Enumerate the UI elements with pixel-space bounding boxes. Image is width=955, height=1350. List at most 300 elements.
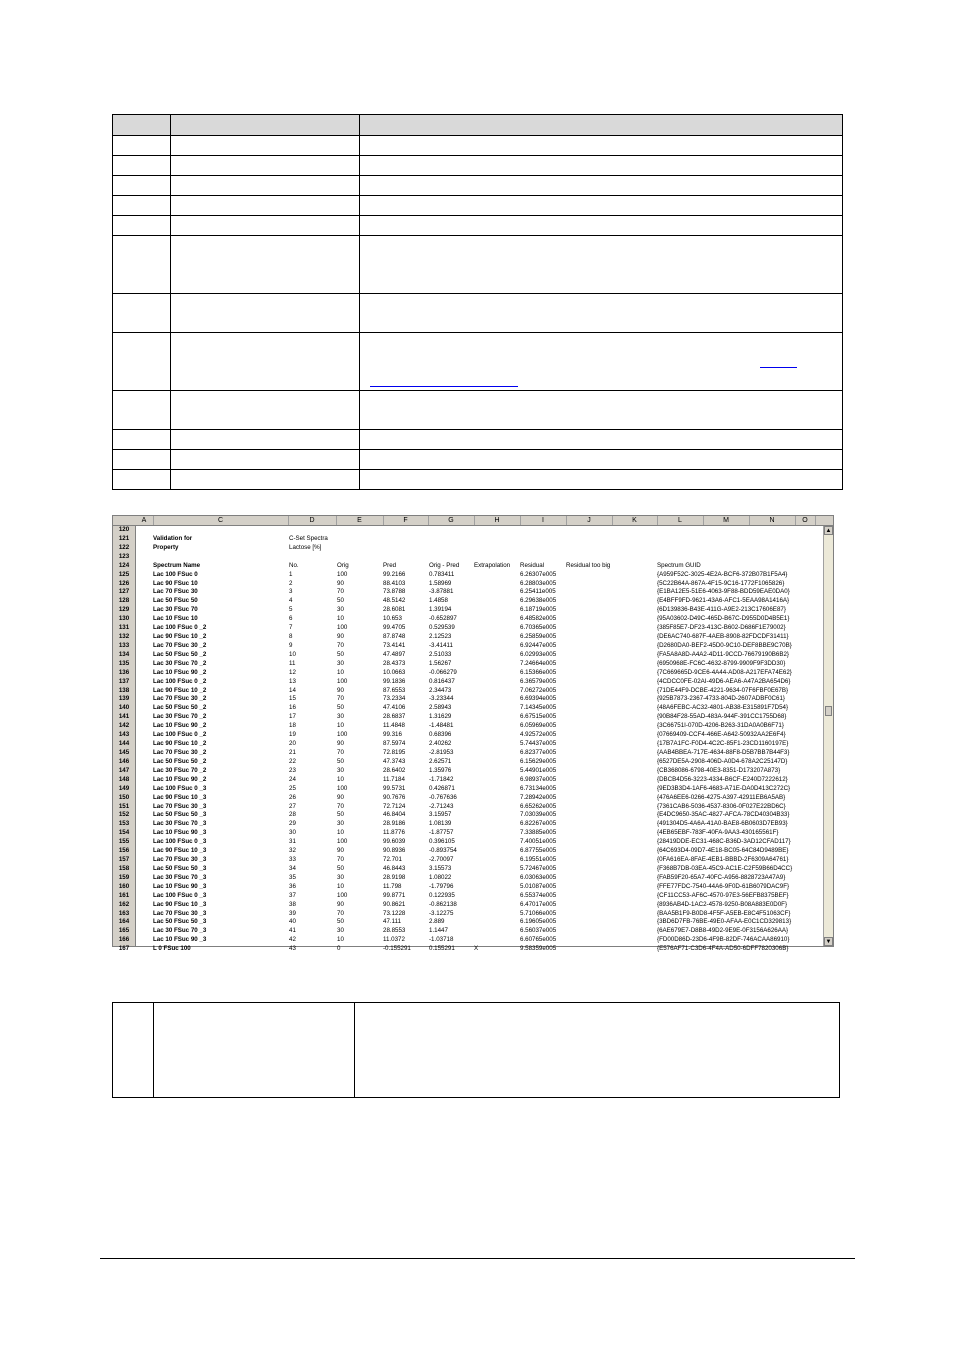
cell-d[interactable]: 25 — [289, 784, 296, 792]
cell-i[interactable]: 6.47017e005 — [520, 900, 557, 908]
cell-c[interactable]: Lac 100 FSuc 0 _2 — [153, 624, 207, 632]
cell-c[interactable]: Lac 70 FSuc 30 _2 — [153, 641, 207, 649]
cell-g[interactable]: -1.48481 — [429, 722, 454, 730]
cell-g[interactable]: 1.4858 — [429, 597, 448, 605]
row-number[interactable]: 135 — [118, 659, 130, 667]
cell-d[interactable]: 22 — [289, 757, 296, 765]
cell-f[interactable]: 72.7124 — [383, 802, 406, 810]
cell-c[interactable]: Lac 30 FSuc 70 _3 — [153, 820, 207, 828]
cell-l[interactable]: {FD00D86D-23D6-4F9B-82DF-746ACAA86910} — [657, 936, 790, 944]
row-number[interactable]: 121 — [118, 534, 130, 542]
cell-f[interactable]: 10.0663 — [383, 668, 406, 676]
cell-e[interactable]: 70 — [337, 909, 344, 917]
row-number[interactable]: 153 — [118, 820, 130, 828]
cell-i[interactable]: 6.48582e005 — [520, 615, 557, 623]
cell-l[interactable]: {6527DE5A-2908-406D-A0D4-678A2C25147D} — [657, 757, 788, 765]
cell-l[interactable]: {9ED3B3D4-1AF6-4683-A71E-DA0D413C272C} — [657, 784, 791, 792]
row-number[interactable]: 125 — [118, 570, 130, 578]
cell-c[interactable]: Lac 10 FSuc 10 — [153, 615, 198, 623]
cell-i[interactable]: Residual — [520, 561, 545, 569]
cell-d[interactable]: 14 — [289, 686, 296, 694]
cell-g[interactable]: 0.155291 — [429, 945, 455, 953]
cell-i[interactable]: 6.65262e005 — [520, 802, 557, 810]
cell-d[interactable]: 41 — [289, 927, 296, 935]
cell-e[interactable]: 30 — [337, 873, 344, 881]
cell-c[interactable]: Lac 50 FSuc 50 _3 — [153, 811, 207, 819]
cell-j[interactable]: Residual too big — [566, 561, 611, 569]
hyperlink-underline[interactable] — [760, 367, 797, 368]
cell-e[interactable]: 100 — [337, 731, 348, 739]
cell-d[interactable]: 27 — [289, 802, 296, 810]
cell-f[interactable]: 47.4897 — [383, 650, 406, 658]
cell-g[interactable]: 2.889 — [429, 918, 445, 926]
row-number[interactable]: 162 — [118, 900, 130, 908]
cell-d[interactable]: 17 — [289, 713, 296, 721]
cell-g[interactable]: 0.529539 — [429, 624, 455, 632]
cell-e[interactable]: 10 — [337, 882, 344, 890]
cell-l[interactable]: {71DE44F9-DCBE-4221-9634-07F6FBF0E67B} — [657, 686, 789, 694]
column-header-n[interactable]: N — [749, 516, 796, 525]
cell-f[interactable]: 11.8776 — [383, 829, 405, 837]
cell-g[interactable]: -2.70097 — [429, 856, 454, 864]
cell-c[interactable]: Lac 70 FSuc 30 _3 — [153, 802, 207, 810]
cell-i[interactable]: 6.18719e005 — [520, 606, 557, 614]
row-number[interactable]: 167 — [118, 945, 130, 953]
cell-g[interactable]: 1.08139 — [429, 820, 452, 828]
cell-c[interactable]: Lac 50 FSuc 50 _2 — [153, 704, 207, 712]
row-number[interactable]: 145 — [118, 749, 130, 756]
cell-l[interactable]: {BAA5B1F9-B0D8-4F5F-A5EB-E8C4F51063CF} — [657, 909, 791, 917]
cell-c[interactable]: Lac 10 FSuc 90 _2 — [153, 775, 207, 783]
cell-i[interactable]: 5.44901e005 — [520, 766, 557, 774]
cell-i[interactable]: 6.69394e005 — [520, 695, 557, 703]
cell-i[interactable]: 6.60765e005 — [520, 936, 557, 944]
cell-i[interactable]: 6.15366e005 — [520, 668, 557, 676]
cell-i[interactable]: 7.06272e005 — [520, 686, 557, 694]
cell-l[interactable]: {6AE679E7-D8B8-49D2-9E9E-0F3156A626AA} — [657, 927, 789, 935]
cell-g[interactable]: -1.71842 — [429, 775, 454, 783]
cell-i[interactable]: 6.15629e005 — [520, 757, 557, 765]
cell-c[interactable]: Lac 100 FSuc 0 _3 — [153, 891, 207, 899]
cell-i[interactable]: 7.33885e005 — [520, 829, 557, 837]
cell-i[interactable]: 6.70365e005 — [520, 624, 557, 632]
cell-e[interactable]: 90 — [337, 633, 344, 641]
cell-c[interactable]: Lac 70 FSuc 30 _2 — [153, 749, 207, 756]
cell-i[interactable]: 4.92572e005 — [520, 731, 557, 739]
row-number[interactable]: 157 — [118, 856, 130, 864]
row-number[interactable]: 143 — [118, 731, 130, 739]
cell-g[interactable]: -0.862138 — [429, 900, 457, 908]
cell-i[interactable]: 6.82377e005 — [520, 749, 557, 756]
cell-f[interactable]: 28.8553 — [383, 927, 406, 935]
cell-c[interactable]: Validation for — [153, 534, 193, 542]
row-number[interactable]: 149 — [118, 784, 130, 792]
cell-f[interactable]: -0.155291 — [383, 945, 411, 953]
cell-d[interactable]: 24 — [289, 775, 296, 783]
cell-f[interactable]: 88.4103 — [383, 579, 406, 587]
cell-h[interactable]: Extrapolation — [474, 561, 511, 569]
cell-d[interactable]: 6 — [289, 615, 293, 623]
cell-e[interactable]: 70 — [337, 588, 344, 596]
cell-g[interactable]: -1.87757 — [429, 829, 454, 837]
cell-e[interactable]: 90 — [337, 686, 344, 694]
cell-c[interactable]: Lac 70 FSuc 30 _2 — [153, 695, 207, 703]
column-header-k[interactable]: K — [612, 516, 658, 525]
cell-f[interactable]: 10.653 — [383, 615, 402, 623]
cell-f[interactable]: 47.3743 — [383, 757, 406, 765]
cell-e[interactable]: 70 — [337, 695, 344, 703]
cell-c[interactable]: Lac 30 FSuc 70 _3 — [153, 873, 207, 881]
cell-c[interactable]: Lac 50 FSuc 50 _3 — [153, 864, 207, 872]
cell-e[interactable]: 100 — [337, 891, 348, 899]
cell-e[interactable]: 30 — [337, 766, 344, 774]
cell-i[interactable]: 7.14345e005 — [520, 704, 557, 712]
cell-i[interactable]: 6.19551e005 — [520, 856, 557, 864]
cell-i[interactable]: 6.36579e005 — [520, 677, 557, 685]
cell-e[interactable]: 10 — [337, 775, 344, 783]
cell-e[interactable]: 50 — [337, 650, 344, 658]
cell-c[interactable]: Lac 100 FSuc 0 — [153, 570, 198, 578]
cell-f[interactable]: 28.6837 — [383, 713, 406, 721]
cell-g[interactable]: -3.23344 — [429, 695, 454, 703]
column-header-d[interactable]: D — [288, 516, 337, 525]
column-header-m[interactable]: M — [703, 516, 750, 525]
cell-f[interactable]: 90.8621 — [383, 900, 406, 908]
cell-d[interactable]: 35 — [289, 873, 296, 881]
cell-e[interactable]: 0 — [337, 945, 341, 953]
cell-l[interactable]: {8936AB4D-1AC2-4578-9250-B08A883E0D0F} — [657, 900, 788, 908]
cell-g[interactable]: -2.81953 — [429, 749, 454, 756]
cell-g[interactable]: -0.066279 — [429, 668, 457, 676]
cell-l[interactable]: {17B7A1FC-F0D4-4C2C-85F1-23CD1160197E} — [657, 740, 789, 748]
cell-f[interactable]: 99.1836 — [383, 677, 406, 685]
cell-e[interactable]: 90 — [337, 793, 344, 801]
column-header-h[interactable]: H — [474, 516, 521, 525]
cell-g[interactable]: 3.15957 — [429, 811, 452, 819]
cell-c[interactable]: L 0 FSuc 100 — [153, 945, 191, 953]
cell-f[interactable]: 72.701 — [383, 856, 402, 864]
cell-g[interactable]: Orig - Pred — [429, 561, 460, 569]
row-number[interactable]: 123 — [118, 552, 130, 560]
cell-c[interactable]: Lac 90 FSuc 10 _2 — [153, 633, 207, 641]
cell-g[interactable]: -0.893754 — [429, 847, 457, 855]
cell-e[interactable]: 90 — [337, 900, 344, 908]
cell-f[interactable]: 87.8748 — [383, 633, 406, 641]
cell-d[interactable]: 9 — [289, 641, 293, 649]
cell-e[interactable]: 70 — [337, 856, 344, 864]
cell-f[interactable]: 47.4106 — [383, 704, 406, 712]
cell-e[interactable]: 30 — [337, 713, 344, 721]
cell-c[interactable]: Lac 50 FSuc 50 — [153, 597, 198, 605]
row-number[interactable]: 150 — [118, 793, 130, 801]
cell-g[interactable]: 2.40262 — [429, 740, 452, 748]
cell-e[interactable]: 10 — [337, 936, 344, 944]
cell-e[interactable]: 30 — [337, 820, 344, 828]
cell-l[interactable]: {7361CAB6-5036-4537-8306-0F027E22BD6C} — [657, 802, 786, 810]
cell-f[interactable]: 73.8788 — [383, 588, 406, 596]
cell-g[interactable]: 1.31629 — [429, 713, 452, 721]
cell-e[interactable]: 70 — [337, 749, 344, 756]
cell-d[interactable]: Lactose [%] — [289, 543, 322, 551]
cell-i[interactable]: 6.29638e005 — [520, 597, 557, 605]
cell-d[interactable]: 26 — [289, 793, 296, 801]
cell-e[interactable]: 50 — [337, 864, 344, 872]
cell-l[interactable]: {E4DC9650-35AC-4827-AFCA-78CD40304B33} — [657, 811, 790, 819]
column-header-g[interactable]: G — [428, 516, 475, 525]
cell-d[interactable]: 7 — [289, 624, 293, 632]
cell-l[interactable]: {3BD6D7FB-76BE-49E0-AFAA-E0C1CD329813} — [657, 918, 792, 926]
row-number[interactable]: 137 — [118, 677, 130, 685]
cell-d[interactable]: 5 — [289, 606, 293, 614]
cell-l[interactable]: {4EB65EBF-783F-40FA-9AA3-430165561F} — [657, 829, 779, 837]
cell-f[interactable]: 11.7184 — [383, 775, 405, 783]
cell-e[interactable]: 10 — [337, 829, 344, 837]
cell-c[interactable]: Lac 10 FSuc 90 _3 — [153, 829, 207, 837]
cell-e[interactable]: 10 — [337, 722, 344, 730]
cell-c[interactable]: Lac 90 FSuc 10 _2 — [153, 686, 207, 694]
cell-f[interactable]: 99.316 — [383, 731, 402, 739]
cell-e[interactable]: 100 — [337, 570, 348, 578]
cell-g[interactable]: 1.08022 — [429, 873, 452, 881]
row-number[interactable]: 158 — [118, 864, 130, 872]
cell-d[interactable]: 37 — [289, 891, 296, 899]
cell-c[interactable]: Lac 100 FSuc 0 _2 — [153, 677, 207, 685]
cell-g[interactable]: -0.652897 — [429, 615, 457, 623]
column-header-j[interactable]: J — [566, 516, 613, 525]
cell-d[interactable]: 33 — [289, 856, 296, 864]
cell-e[interactable]: 100 — [337, 677, 348, 685]
cell-g[interactable]: 3.15573 — [429, 864, 452, 872]
cell-e[interactable]: 50 — [337, 757, 344, 765]
cell-l[interactable]: {491304D5-4A6A-41A0-BAE8-6B0603D7EB93} — [657, 820, 788, 828]
cell-i[interactable]: 6.26307e005 — [520, 570, 557, 578]
cell-e[interactable]: 100 — [337, 784, 348, 792]
column-header-i[interactable]: I — [520, 516, 567, 525]
cell-g[interactable]: 1.39194 — [429, 606, 452, 614]
row-number[interactable]: 163 — [118, 909, 130, 917]
row-number[interactable]: 129 — [118, 606, 130, 614]
cell-c[interactable]: Lac 100 FSuc 0 _3 — [153, 838, 207, 846]
cell-c[interactable]: Lac 70 FSuc 30 _3 — [153, 856, 207, 864]
cell-i[interactable]: 5.71066e005 — [520, 909, 557, 917]
cell-d[interactable]: 2 — [289, 579, 293, 587]
cell-d[interactable]: 3 — [289, 588, 293, 596]
cell-g[interactable]: 2.34473 — [429, 686, 452, 694]
row-number[interactable]: 140 — [118, 704, 130, 712]
row-number[interactable]: 144 — [118, 740, 130, 748]
cell-d[interactable]: 28 — [289, 811, 296, 819]
cell-g[interactable]: 2.51033 — [429, 650, 452, 658]
column-header-e[interactable]: E — [336, 516, 384, 525]
cell-i[interactable]: 6.98937e005 — [520, 775, 557, 783]
cell-e[interactable]: 90 — [337, 847, 344, 855]
cell-c[interactable]: Lac 30 FSuc 70 _2 — [153, 713, 207, 721]
cell-d[interactable]: 42 — [289, 936, 296, 944]
cell-f[interactable]: 99.6039 — [383, 838, 406, 846]
row-number[interactable]: 139 — [118, 695, 130, 703]
cell-e[interactable]: 70 — [337, 802, 344, 810]
cell-i[interactable]: 6.03063e005 — [520, 873, 557, 881]
cell-f[interactable]: 11.798 — [383, 882, 402, 890]
cell-g[interactable]: -3.87881 — [429, 588, 454, 596]
cell-c[interactable]: Lac 30 FSuc 70 _2 — [153, 766, 207, 774]
column-header-c[interactable]: C — [153, 516, 289, 525]
row-number[interactable]: 131 — [118, 624, 130, 632]
row-number[interactable]: 136 — [118, 668, 130, 676]
cell-g[interactable]: 0.396105 — [429, 838, 455, 846]
cell-d[interactable]: 23 — [289, 766, 296, 774]
cell-d[interactable]: 29 — [289, 820, 296, 828]
cell-d[interactable]: 4 — [289, 597, 293, 605]
cell-e[interactable]: 10 — [337, 615, 344, 623]
spreadsheet[interactable] — [112, 515, 834, 953]
cell-e[interactable]: 50 — [337, 597, 344, 605]
cell-l[interactable]: {FA5A8A8D-A4A2-4D11-9CCD-76679190B6B2} — [657, 650, 789, 658]
cell-l[interactable]: {7C669665D-9CE6-4A44-AD08-A217EFA74E62} — [657, 668, 792, 676]
cell-c[interactable]: Lac 10 FSuc 90 _2 — [153, 722, 207, 730]
cell-f[interactable]: 90.7676 — [383, 793, 406, 801]
cell-d[interactable]: 16 — [289, 704, 296, 712]
cell-f[interactable]: Pred — [383, 561, 397, 569]
cell-g[interactable]: -2.71243 — [429, 802, 454, 810]
cell-f[interactable]: 46.8443 — [383, 864, 406, 872]
row-number[interactable]: 146 — [118, 757, 130, 765]
cell-l[interactable]: {6D139836-B43E-411G-A9E2-213C17606E87} — [657, 606, 786, 614]
cell-e[interactable]: 70 — [337, 641, 344, 649]
cell-l[interactable]: {6950968E-FC6C-4632-8799-9909F9F3DD30} — [657, 659, 786, 667]
cell-i[interactable]: 6.02993e005 — [520, 650, 557, 658]
cell-g[interactable]: 0.816437 — [429, 677, 455, 685]
cell-l[interactable]: {48A6FEBC-AC32-4801-AB38-E315891F7D54} — [657, 704, 789, 712]
cell-e[interactable]: Orig — [337, 561, 349, 569]
row-number[interactable]: 138 — [118, 686, 130, 694]
cell-i[interactable]: 6.87755e005 — [520, 847, 557, 855]
column-header-f[interactable]: F — [383, 516, 429, 525]
row-number[interactable]: 151 — [118, 802, 130, 810]
cell-g[interactable]: -3.12275 — [429, 909, 454, 917]
row-number[interactable]: 160 — [118, 882, 130, 890]
cell-d[interactable]: 11 — [289, 659, 296, 667]
cell-i[interactable]: 6.67515e005 — [520, 713, 557, 721]
cell-g[interactable]: 0.68396 — [429, 731, 452, 739]
cell-f[interactable]: 47.111 — [383, 918, 402, 926]
cell-i[interactable]: 6.73134e005 — [520, 784, 557, 792]
cell-d[interactable]: 30 — [289, 829, 296, 837]
cell-i[interactable]: 7.03039e005 — [520, 811, 557, 819]
hyperlink-underline[interactable] — [370, 386, 518, 387]
cell-l[interactable]: {DBCB4D56-3223-4334-B6CF-E240D7222612} — [657, 775, 788, 783]
cell-c[interactable]: Spectrum Name — [153, 561, 201, 569]
cell-l[interactable]: {476A6EE6-0266-4275-A397-42911EB6A5AB} — [657, 793, 786, 801]
row-number[interactable]: 142 — [118, 722, 130, 730]
row-number[interactable]: 120 — [118, 526, 130, 533]
row-number[interactable]: 130 — [118, 615, 130, 623]
cell-l[interactable]: Spectrum GUID — [657, 561, 701, 569]
cell-e[interactable]: 100 — [337, 838, 348, 846]
cell-f[interactable]: 48.5142 — [383, 597, 406, 605]
cell-i[interactable]: 6.82267e005 — [520, 820, 557, 828]
cell-f[interactable]: 73.4141 — [383, 641, 406, 649]
cell-c[interactable]: Lac 90 FSuc 10 _2 — [153, 740, 207, 748]
cell-i[interactable]: 5.74437e005 — [520, 740, 557, 748]
cell-g[interactable]: 0.122935 — [429, 891, 455, 899]
cell-g[interactable]: 2.58943 — [429, 704, 452, 712]
cell-f[interactable]: 11.0372 — [383, 936, 405, 944]
cell-d[interactable]: 10 — [289, 650, 296, 658]
cell-l[interactable]: {64C693D4-09D7-4E18-BC05-64C84D9489BE} — [657, 847, 789, 855]
row-number[interactable]: 132 — [118, 633, 130, 641]
cell-i[interactable]: 9.58359e005 — [520, 945, 557, 953]
cell-d[interactable]: C-Set Spectra — [289, 534, 328, 542]
cell-c[interactable]: Lac 30 FSuc 70 _3 — [153, 927, 207, 935]
cell-c[interactable]: Lac 30 FSuc 70 _2 — [153, 659, 207, 667]
cell-i[interactable]: 5.01087e005 — [520, 882, 557, 890]
cell-g[interactable]: -0.767636 — [429, 793, 457, 801]
cell-f[interactable]: 28.6081 — [383, 606, 406, 614]
cell-d[interactable]: 39 — [289, 909, 296, 917]
cell-l[interactable]: {E1BA12E5-51E6-4063-9F88-BDD59EAE0DA0} — [657, 588, 790, 596]
cell-e[interactable]: 50 — [337, 704, 344, 712]
cell-l[interactable]: {385F85E7-DF23-413C-B602-D686F1E79002} — [657, 624, 786, 632]
cell-i[interactable]: 6.92447e005 — [520, 641, 557, 649]
cell-c[interactable]: Lac 50 FSuc 50 _2 — [153, 650, 207, 658]
cell-d[interactable]: 34 — [289, 864, 296, 872]
cell-g[interactable]: 1.58969 — [429, 579, 452, 587]
cell-g[interactable]: 1.1447 — [429, 927, 448, 935]
cell-f[interactable]: 46.8404 — [383, 811, 406, 819]
cell-d[interactable]: 38 — [289, 900, 296, 908]
cell-c[interactable]: Lac 50 FSuc 50 _3 — [153, 918, 207, 926]
cell-c[interactable]: Lac 90 FSuc 10 _3 — [153, 847, 207, 855]
cell-e[interactable]: 100 — [337, 624, 348, 632]
row-number[interactable]: 164 — [118, 918, 130, 926]
cell-l[interactable]: {925B7873-2367-4733-804D-2607ADBF0C61} — [657, 695, 785, 703]
row-number[interactable]: 148 — [118, 775, 130, 783]
row-number[interactable]: 124 — [118, 561, 130, 569]
row-number[interactable]: 156 — [118, 847, 130, 855]
cell-l[interactable]: {5C22B64A-867A-4F15-9C16-1772F1065826} — [657, 579, 785, 587]
cell-e[interactable]: 50 — [337, 811, 344, 819]
cell-g[interactable]: -1.03718 — [429, 936, 454, 944]
cell-i[interactable]: 6.28803e005 — [520, 579, 557, 587]
row-number[interactable]: 154 — [118, 829, 130, 837]
cell-l[interactable]: {3C66751I-070D-4206-B263-31DA0A0B6F71} — [657, 722, 784, 730]
row-number[interactable]: 147 — [118, 766, 130, 774]
cell-d[interactable]: 19 — [289, 731, 296, 739]
cell-l[interactable]: {E4BFF9FD-9621-43A6-AFC1-5EAA98A1416A} — [657, 597, 790, 605]
cell-f[interactable]: 99.4705 — [383, 624, 406, 632]
cell-l[interactable]: {DE6AC740-687F-4AEB-8908-82FDCDF31411} — [657, 633, 789, 641]
cell-e[interactable]: 30 — [337, 927, 344, 935]
scroll-thumb[interactable] — [825, 706, 832, 716]
row-number[interactable]: 127 — [118, 588, 130, 596]
cell-g[interactable]: 2.12523 — [429, 633, 452, 641]
cell-d[interactable]: No. — [289, 561, 299, 569]
cell-l[interactable]: {0FA616EA-8FAE-4EB1-BBBD-2F6309A64761} — [657, 856, 789, 864]
cell-d[interactable]: 20 — [289, 740, 296, 748]
cell-d[interactable]: 32 — [289, 847, 296, 855]
cell-i[interactable]: 6.56037e005 — [520, 927, 557, 935]
cell-c[interactable]: Lac 100 FSuc 0 _2 — [153, 731, 207, 739]
cell-d[interactable]: 12 — [289, 668, 296, 676]
cell-l[interactable]: {AAB4BBEA-717E-4634-88F8-D5B7BB7B44F3} — [657, 749, 790, 756]
cell-g[interactable]: -1.79796 — [429, 882, 454, 890]
cell-f[interactable]: 28.6402 — [383, 766, 406, 774]
cell-e[interactable]: 90 — [337, 579, 344, 587]
cell-f[interactable]: 72.8195 — [383, 749, 406, 756]
row-number[interactable]: 133 — [118, 641, 130, 649]
cell-f[interactable]: 73.1228 — [383, 909, 406, 917]
